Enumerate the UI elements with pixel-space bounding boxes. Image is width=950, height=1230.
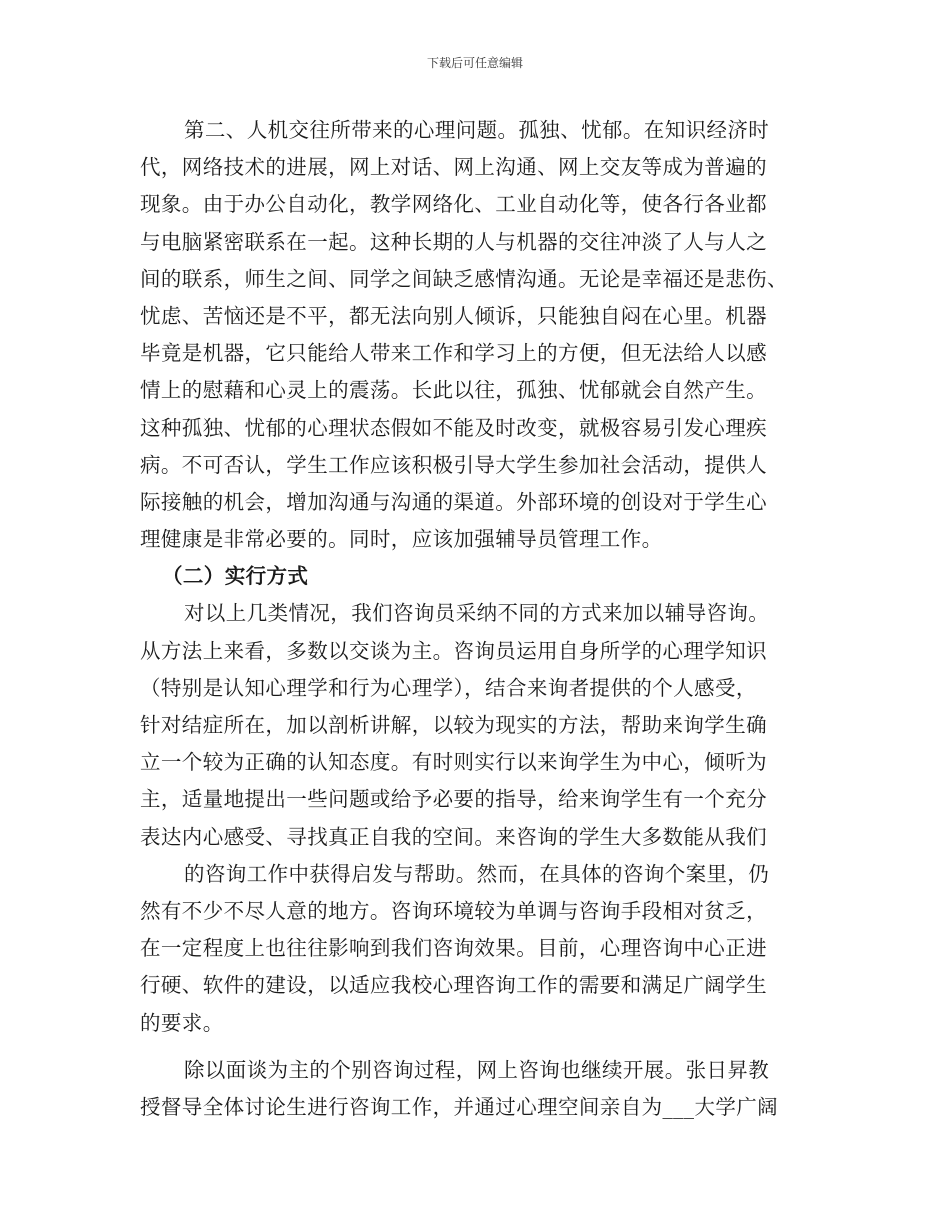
text-line: 这种孤独、忧郁的心理状态假如不能及时改变，就极容易引发心理疾 (140, 415, 767, 440)
text-line: 授督导全体讨论生进行咨询工作，并通过心理空间亲自为___大学广阔 (140, 1094, 779, 1119)
text-line: 间的联系，师生之间、同学之间缺乏感情沟通。无论是幸福还是悲伤、 (140, 266, 788, 291)
text-line: 与电脑紧密联系在一起。这种长期的人与机器的交往冲淡了人与人之 (140, 229, 767, 254)
paragraph-4 (140, 1052, 810, 1126)
text-line: 忧虑、苦恼还是不平，都无法向别人倾诉，只能独自闷在心里。机器 (140, 303, 767, 328)
text-line: 立一个较为正确的认知态度。有时则实行以来询学生为中心，倾听为 (140, 750, 767, 775)
text-line: 然有不少不尽人意的地方。咨询环境较为单调与咨询手段相对贫乏， (140, 898, 767, 923)
text-line: 的咨询工作中获得启发与帮助。然而，在具体的咨询个案里，仍 (184, 861, 770, 886)
text-line: 理健康是非常必要的。同时，应该加强辅导员管理工作。 (140, 527, 663, 552)
paragraph-3 (140, 856, 810, 1042)
section-heading: （二）实行方式 (162, 564, 309, 589)
document-body (140, 112, 810, 1126)
page-header: 下载后可任意编辑 (426, 56, 523, 70)
text-line: 代，网络技术的进展，网上对话、网上沟通、网上交友等成为普遍的 (140, 155, 767, 180)
text-line: 主，适量地提出一些问题或给予必要的指导，给来询学生有一个充分 (140, 787, 767, 812)
text-line: （特别是认知心理学和行为心理学），结合来询者提供的个人感受， (140, 675, 757, 700)
text-line: 行硬、软件的建设，以适应我校心理咨询工作的需要和满足广阔学生 (140, 973, 767, 998)
text-line: 的要求。 (140, 1010, 224, 1035)
text-line: 表达内心感受、寻找真正自我的空间。来咨询的学生大多数能从我们 (140, 824, 767, 849)
text-line: 针对结症所在，加以剖析讲解，以较为现实的方法，帮助来询学生确 (140, 713, 767, 737)
paragraph-1 (140, 112, 810, 558)
text-line: 除以面谈为主的个别咨询过程，网上咨询也继续开展。张日昇教 (184, 1057, 770, 1082)
text-line: 在一定程度上也往往影响到我们咨询效果。目前，心理咨询中心正进 (140, 936, 767, 961)
text-line: 病。不可否认，学生工作应该积极引导大学生参加社会活动，提供人 (140, 452, 767, 477)
text-line: 从方法上来看，多数以交谈为主。咨询员运用自身所学的心理学知识 (140, 638, 767, 663)
text-line: 际接触的机会，增加沟通与沟通的渠道。外部环境的创设对于学生心 (140, 489, 767, 514)
text-line: 第二、人机交往所带来的心理问题。孤独、忧郁。在知识经济时 (184, 118, 770, 142)
text-line: 对以上几类情况，我们咨询员采纳不同的方式来加以辅导咨询。 (184, 601, 770, 626)
text-line: 情上的慰藉和心灵上的震荡。长此以往，孤独、忧郁就会自然产生。 (140, 378, 767, 403)
text-line: 毕竟是机器，它只能给人带来工作和学习上的方便，但无法给人以感 (140, 341, 767, 366)
paragraph-2 (140, 595, 810, 855)
text-line: 现象。由于办公自动化，教学网络化、工业自动化等，使各行各业都 (140, 192, 767, 217)
